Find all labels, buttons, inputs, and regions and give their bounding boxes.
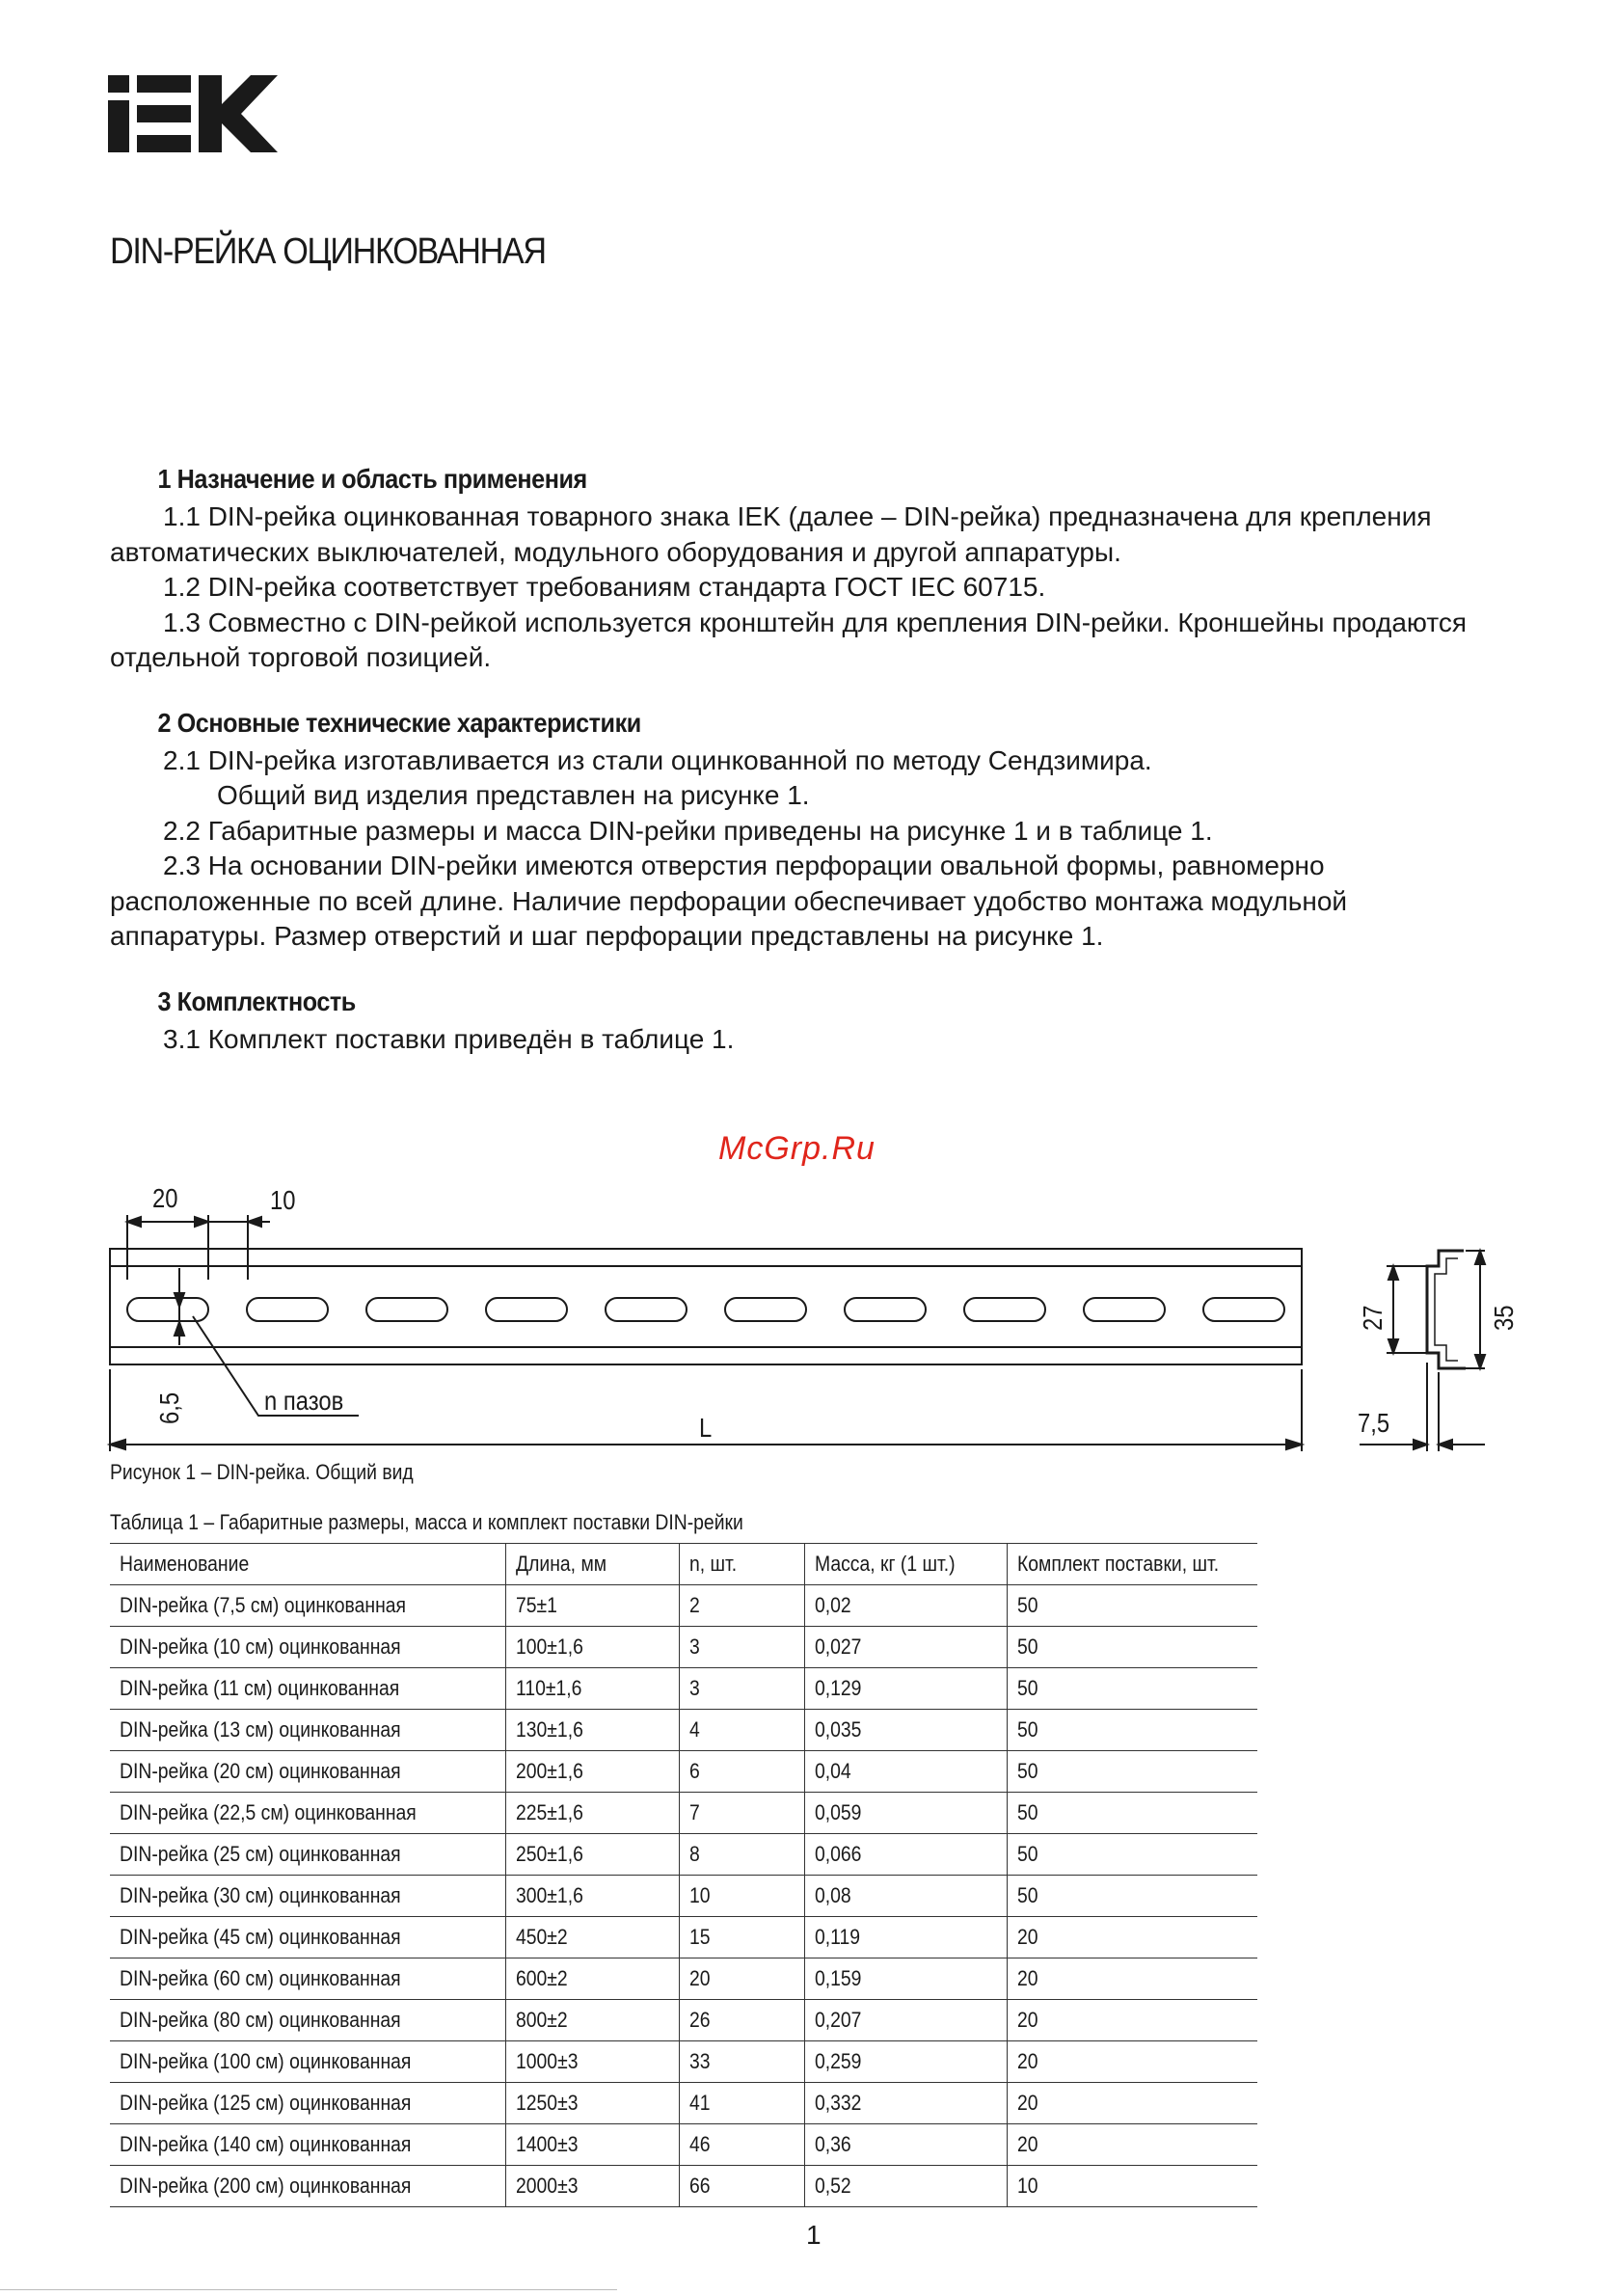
- table-cell: 0,36: [804, 2124, 1007, 2166]
- table-row: [110, 1876, 1257, 1917]
- table-cell: 3: [679, 1627, 804, 1668]
- table-cell: 6: [679, 1751, 804, 1793]
- perforation-slot: [606, 1298, 687, 1321]
- table-cell: 0,207: [804, 2000, 1007, 2041]
- arrow: [1286, 1440, 1302, 1449]
- paragraph: 2.3 На основании DIN-рейки имеются отверстия перфорации овальной формы, равномерно расположенные по всей длине. Наличие перфорации обеспечивает удобство монтажа модульной аппаратуры. Размер отверстий и шаг перфорации представлены на рисунке 1.: [110, 851, 1348, 951]
- figure-caption: Рисунок 1 – DIN-рейка. Общий вид: [110, 1460, 414, 1484]
- section-heading: 1 Назначение и область применения: [157, 464, 587, 494]
- perforation-slot: [725, 1298, 806, 1321]
- table-cell: 2: [679, 1585, 804, 1627]
- table-cell: 1000±3: [505, 2041, 679, 2083]
- page-number: 1: [806, 2220, 822, 2250]
- perforation-slot: [964, 1298, 1045, 1321]
- arrow: [175, 1322, 184, 1336]
- table-cell: DIN-рейка (100 см) оцинкованная: [110, 2041, 505, 2083]
- perforation-slot: [845, 1298, 926, 1321]
- table-cell: 0,02: [804, 1585, 1007, 1627]
- table-cell: 0,04: [804, 1751, 1007, 1793]
- header-cell: Наименование: [110, 1544, 505, 1585]
- table-cell: 0,119: [804, 1917, 1007, 1958]
- table-cell: 75±1: [505, 1585, 679, 1627]
- table-row: [110, 2124, 1257, 2166]
- table-cell: 50: [1007, 1834, 1257, 1876]
- table-row: [110, 2083, 1257, 2124]
- table-cell: DIN-рейка (13 см) оцинкованная: [110, 1710, 505, 1751]
- section-purpose: [110, 459, 1498, 676]
- table-cell: 0,059: [804, 1793, 1007, 1834]
- din-rail-figure: [96, 1172, 1519, 1480]
- arrow: [248, 1217, 261, 1227]
- table-cell: DIN-рейка (25 см) оцинкованная: [110, 1834, 505, 1876]
- bottom-rule: [0, 2289, 617, 2290]
- dim-label-length: L: [699, 1413, 713, 1443]
- table-cell: 200±1,6: [505, 1751, 679, 1793]
- perforation-slot: [247, 1298, 328, 1321]
- table-cell: 300±1,6: [505, 1876, 679, 1917]
- arrow: [127, 1217, 141, 1227]
- table-row: [110, 2166, 1257, 2207]
- din-rail-drawing: [96, 1172, 1504, 1480]
- table-cell: 50: [1007, 1585, 1257, 1627]
- paragraph: 1.2 DIN-рейка соответствует требованиям стандарта ГОСТ IEC 60715.: [163, 572, 1046, 602]
- table-cell: 7: [679, 1793, 804, 1834]
- arrow: [1414, 1440, 1427, 1449]
- header-cell: n, шт.: [679, 1544, 804, 1585]
- slot-group: [127, 1298, 1284, 1321]
- table-cell: 0,129: [804, 1668, 1007, 1710]
- table-cell: 800±2: [505, 2000, 679, 2041]
- table-cell: 50: [1007, 1793, 1257, 1834]
- table-cell: 10: [1007, 2166, 1257, 2207]
- arrow: [195, 1217, 208, 1227]
- arrow: [110, 1440, 125, 1449]
- table-cell: 3: [679, 1668, 804, 1710]
- table-cell: 50: [1007, 1751, 1257, 1793]
- table-cell: DIN-рейка (60 см) оцинкованная: [110, 1958, 505, 2000]
- table-cell: 1400±3: [505, 2124, 679, 2166]
- dim-label-profile-inner: 27: [1358, 1305, 1388, 1331]
- paragraph: Общий вид изделия представлен на рисунке 1.: [217, 780, 810, 810]
- table-cell: 225±1,6: [505, 1793, 679, 1834]
- table-cell: 50: [1007, 1876, 1257, 1917]
- table-cell: DIN-рейка (45 см) оцинкованная: [110, 1917, 505, 1958]
- table-cell: 0,035: [804, 1710, 1007, 1751]
- table-cell: 600±2: [505, 1958, 679, 2000]
- table-cell: 46: [679, 2124, 804, 2166]
- table-cell: 110±1,6: [505, 1668, 679, 1710]
- table-row: [110, 1627, 1257, 1668]
- arrow: [175, 1293, 184, 1307]
- table-cell: DIN-рейка (125 см) оцинкованная: [110, 2083, 505, 2124]
- dim-label-slot-count: n пазов: [264, 1386, 344, 1416]
- profile-section-inner: [1435, 1258, 1458, 1361]
- perforation-slot: [127, 1298, 208, 1321]
- section-specs: [110, 703, 1498, 955]
- dim-label-profile-depth: 7,5: [1358, 1408, 1390, 1438]
- table-row: [110, 1958, 1257, 2000]
- table-cell: DIN-рейка (7,5 см) оцинкованная: [110, 1585, 505, 1627]
- table-cell: 50: [1007, 1627, 1257, 1668]
- table-cell: DIN-рейка (200 см) оцинкованная: [110, 2166, 505, 2207]
- section-package: [110, 982, 1498, 1058]
- perforation-slot: [1084, 1298, 1165, 1321]
- arrow: [1475, 1251, 1485, 1264]
- paragraph: 2.1 DIN-рейка изготавливается из стали оцинкованной по методу Сендзимира.: [163, 744, 1152, 775]
- table-cell: 0,159: [804, 1958, 1007, 2000]
- table-cell: 20: [1007, 2124, 1257, 2166]
- table-cell: 33: [679, 2041, 804, 2083]
- table-header-row: [110, 1544, 1257, 1585]
- perforation-slot: [366, 1298, 447, 1321]
- table-cell: 2000±3: [505, 2166, 679, 2207]
- table-cell: 50: [1007, 1668, 1257, 1710]
- table-cell: 1250±3: [505, 2083, 679, 2124]
- watermark-text: McGrp.Ru: [718, 1130, 876, 1167]
- spec-table: [110, 1543, 1257, 2207]
- table-cell: 15: [679, 1917, 804, 1958]
- header-cell: Комплект поставки, шт.: [1007, 1544, 1257, 1585]
- table-cell: 10: [679, 1876, 804, 1917]
- paragraph: 2.2 Габаритные размеры и масса DIN-рейки приведены на рисунке 1 и в таблице 1.: [163, 815, 1213, 846]
- table-row: [110, 2000, 1257, 2041]
- table-row: [110, 1793, 1257, 1834]
- table-caption: Таблица 1 – Габаритные размеры, масса и комплект поставки DIN-рейки: [110, 1510, 743, 1534]
- dim-label-profile-outer: 35: [1489, 1305, 1519, 1331]
- table-row: [110, 1834, 1257, 1876]
- table-cell: 0,52: [804, 2166, 1007, 2207]
- table-cell: 41: [679, 2083, 804, 2124]
- dim-label-slot-width: 6,5: [154, 1391, 184, 1424]
- table-cell: 66: [679, 2166, 804, 2207]
- table-row: [110, 1710, 1257, 1751]
- table-cell: 20: [1007, 2000, 1257, 2041]
- table-cell: 8: [679, 1834, 804, 1876]
- table-cell: 100±1,6: [505, 1627, 679, 1668]
- dim-label-slot-gap: 10: [270, 1185, 296, 1215]
- table-cell: 20: [679, 1958, 804, 2000]
- table-cell: 250±1,6: [505, 1834, 679, 1876]
- table-cell: 20: [1007, 1958, 1257, 2000]
- table-cell: 20: [1007, 2041, 1257, 2083]
- table-cell: 0,027: [804, 1627, 1007, 1668]
- arrow: [1388, 1266, 1398, 1280]
- section-heading: 2 Основные технические характеристики: [157, 707, 641, 738]
- table-row: [110, 1917, 1257, 1958]
- perforation-slot: [486, 1298, 567, 1321]
- table-cell: 130±1,6: [505, 1710, 679, 1751]
- section-heading: 3 Комплектность: [157, 986, 356, 1016]
- dim-label-slot-length: 20: [152, 1183, 178, 1213]
- table-cell: 0,332: [804, 2083, 1007, 2124]
- table-row: [110, 2041, 1257, 2083]
- table-cell: 0,259: [804, 2041, 1007, 2083]
- document-body: [110, 459, 1498, 1084]
- table-cell: 4: [679, 1710, 804, 1751]
- table-cell: DIN-рейка (30 см) оцинкованная: [110, 1876, 505, 1917]
- table-cell: 50: [1007, 1710, 1257, 1751]
- paragraph: 1.3 Совместно с DIN-рейкой используется кронштейн для крепления DIN-рейки. Кроншейны продаются отдельной торговой позицией.: [110, 607, 1467, 672]
- table-cell: DIN-рейка (80 см) оцинкованная: [110, 2000, 505, 2041]
- arrow: [1388, 1339, 1398, 1353]
- table-cell: 20: [1007, 1917, 1257, 1958]
- header-cell: Длина, мм: [505, 1544, 679, 1585]
- header-cell: Масса, кг (1 шт.): [804, 1544, 1007, 1585]
- table-cell: DIN-рейка (10 см) оцинкованная: [110, 1627, 505, 1668]
- arrow: [1475, 1355, 1485, 1368]
- table-cell: 450±2: [505, 1917, 679, 1958]
- table-cell: 0,066: [804, 1834, 1007, 1876]
- paragraph: 3.1 Комплект поставки приведён в таблице 1.: [163, 1023, 735, 1054]
- table-row: [110, 1585, 1257, 1627]
- arrow: [1439, 1440, 1452, 1449]
- table-cell: 26: [679, 2000, 804, 2041]
- table-cell: DIN-рейка (140 см) оцинкованная: [110, 2124, 505, 2166]
- table-cell: DIN-рейка (20 см) оцинкованная: [110, 1751, 505, 1793]
- table-cell: 20: [1007, 2083, 1257, 2124]
- table-cell: 0,08: [804, 1876, 1007, 1917]
- document-title: DIN-РЕЙКА ОЦИНКОВАННАЯ: [110, 231, 546, 272]
- perforation-slot: [1203, 1298, 1284, 1321]
- paragraph: 1.1 DIN-рейка оцинкованная товарного знака IEK (далее – DIN-рейка) предназначена для крепления автоматических выключателей, модульного оборудования и другой аппаратуры.: [110, 501, 1432, 567]
- iek-logo: [108, 75, 278, 152]
- table-cell: DIN-рейка (11 см) оцинкованная: [110, 1668, 505, 1710]
- table-row: [110, 1751, 1257, 1793]
- table-row: [110, 1668, 1257, 1710]
- table-cell: DIN-рейка (22,5 см) оцинкованная: [110, 1793, 505, 1834]
